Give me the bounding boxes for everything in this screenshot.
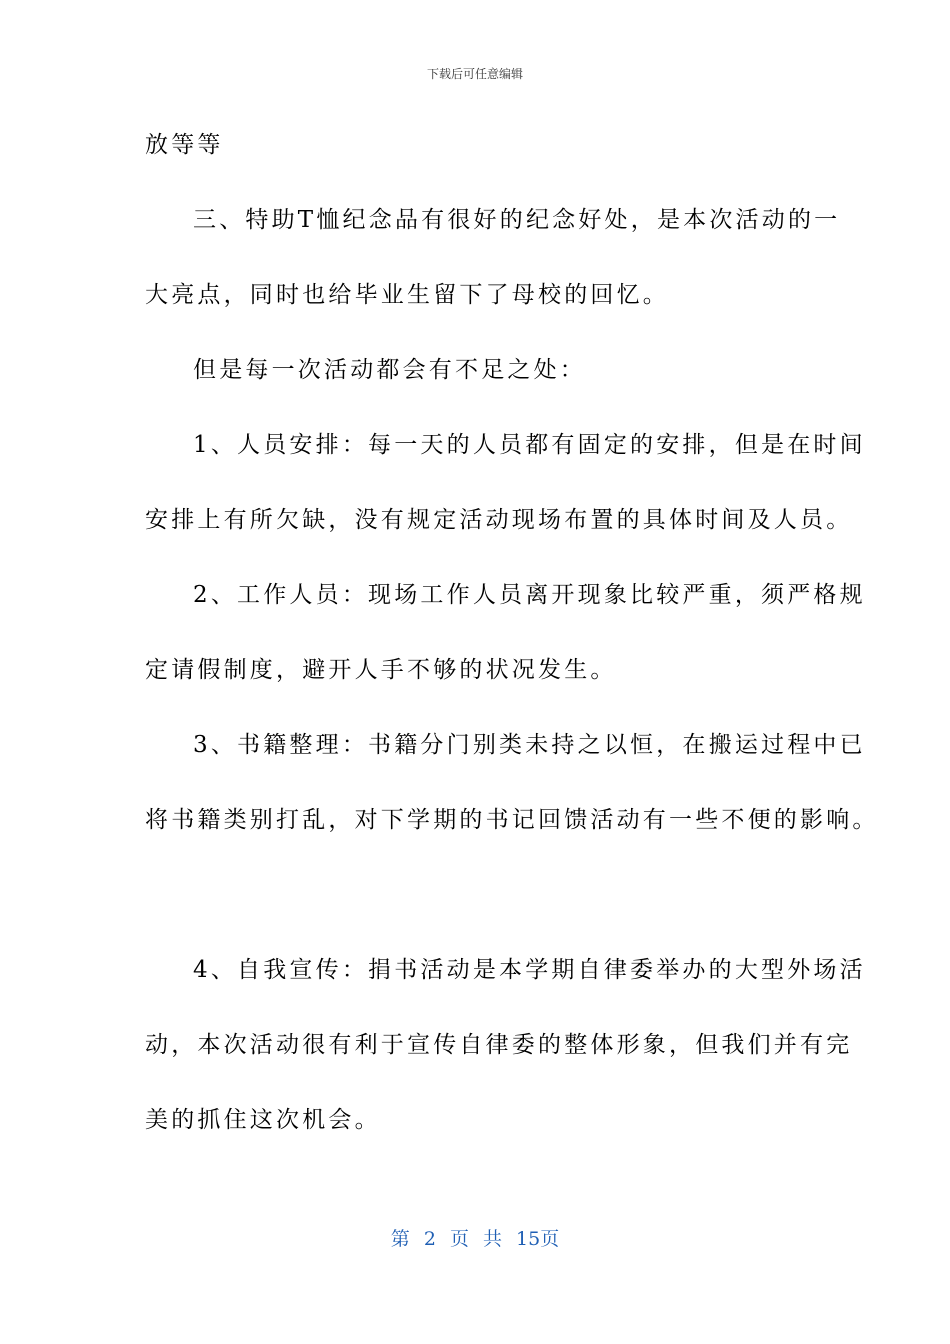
text-line: 大亮点，同时也给毕业生留下了母校的回忆。 xyxy=(145,282,669,308)
document-body xyxy=(145,120,879,1170)
paragraph-gap xyxy=(145,870,810,945)
text-line: 安排上有所欠缺，没有规定活动现场布置的具体时间及人员。 xyxy=(145,507,853,533)
text-line: 3、书籍整理：书籍分门别类未持之以恒，在搬运过程中已 xyxy=(193,732,866,758)
text-line: 美的抓住这次机会。 xyxy=(145,1107,381,1133)
text-line: 定请假制度，避开人手不够的状况发生。 xyxy=(145,657,617,683)
text-line: 2、工作人员：现场工作人员离开现象比较严重，须严格规 xyxy=(193,582,866,608)
text-line: 三、特助T恤纪念品有很好的纪念好处，是本次活动的一 xyxy=(193,207,841,233)
text-line: 放等等 xyxy=(145,132,224,158)
page-number-footer: 第 2 页 共 15页 xyxy=(390,1228,560,1250)
text-line: 将书籍类别打乱，对下学期的书记回馈活动有一些不便的影响。 xyxy=(145,807,879,833)
text-line: 动，本次活动很有利于宣传自律委的整体形象，但我们并有完 xyxy=(145,1032,853,1058)
page-header: 下载后可任意编辑 xyxy=(426,67,523,81)
text-line: 1、人员安排：每一天的人员都有固定的安排，但是在时间 xyxy=(193,432,866,458)
text-line: 4、自我宣传：捐书活动是本学期自律委举办的大型外场活 xyxy=(193,957,866,983)
text-line: 但是每一次活动都会有不足之处： xyxy=(193,357,586,383)
